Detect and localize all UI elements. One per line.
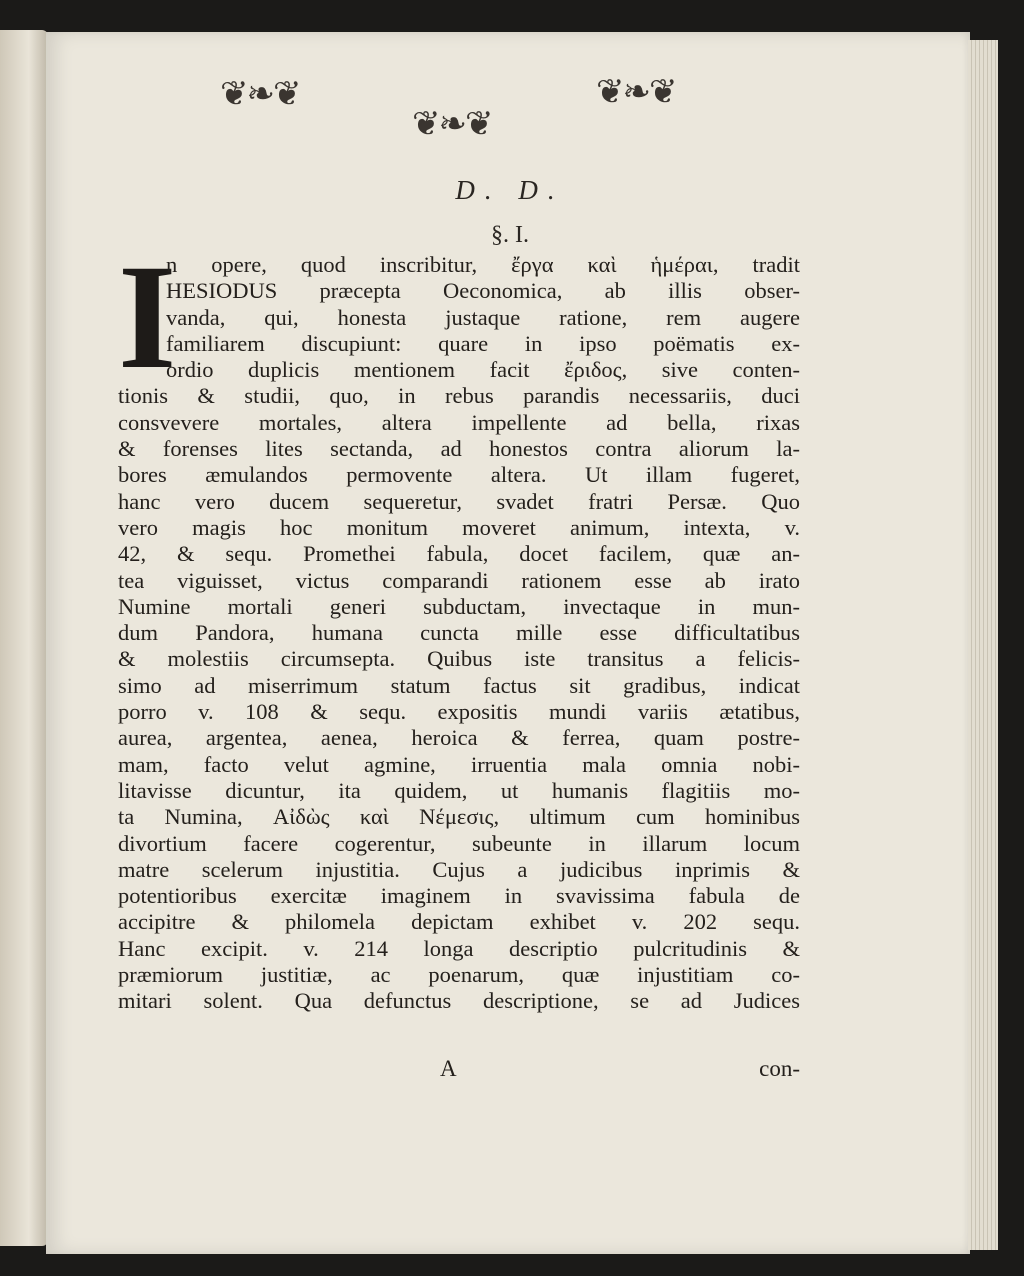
page-edges xyxy=(968,40,998,1250)
body-text xyxy=(118,234,800,1015)
ornament-left-icon: ❦❧❦ xyxy=(220,76,300,113)
running-head: D. D. xyxy=(455,175,565,205)
text-line: aurea, argentea, aenea, heroica & ferrea, quam postre- xyxy=(118,725,800,751)
text-line: tionis & studii, quo, in rebus parandis necessariis, duci xyxy=(118,383,800,409)
text-line: consvevere mortales, altera impellente ad bella, rixas xyxy=(118,409,800,435)
section-heading: §. I. xyxy=(491,222,529,248)
text-line: bores æmulandos permovente altera. Ut illam fugeret, xyxy=(118,462,800,488)
text-line: HESIODUS præcepta Oeconomica, ab illis obser- xyxy=(166,278,800,304)
text-line: 42, & sequ. Promethei fabula, docet facilem, quæ an- xyxy=(118,541,800,567)
signature-mark: A xyxy=(440,1056,457,1081)
text-line: & forenses lites sectanda, ad honestos contra aliorum la- xyxy=(118,436,800,462)
drop-cap: I xyxy=(118,234,177,400)
text-line: mam, facto velut agmine, irruentia mala omnia nobi- xyxy=(118,751,800,777)
text-line: divortium facere cogerentur, subeunte in illarum locum xyxy=(118,830,800,856)
text-line: accipitre & philomela depictam exhibet v. 202 sequ. xyxy=(118,909,800,935)
text-line: ta Numina, Αἰδὼς καὶ Νέμεσις, ultimum cum hominibus xyxy=(118,804,800,830)
text-line: & molestiis circumsepta. Quibus iste transitus a felicis- xyxy=(118,646,800,672)
text-line: mitari solent. Qua defunctus descriptione, se ad Judices xyxy=(118,988,800,1014)
catchword: con- xyxy=(759,1056,800,1081)
ornament-center-icon: ❦❧❦ xyxy=(412,106,492,143)
text-line: simo ad miserrimum statum factus sit gradibus, indicat xyxy=(118,672,800,698)
facing-page-edge xyxy=(0,30,48,1246)
text-line: dum Pandora, humana cuncta mille esse difficultatibus xyxy=(118,620,800,646)
text-line: Hanc excipit. v. 214 longa descriptio pulcritudinis & xyxy=(118,935,800,961)
text-line: tea viguisset, victus comparandi rationem esse ab irato xyxy=(118,567,800,593)
text-line: potentioribus exercitæ imaginem in svavissima fabula de xyxy=(118,883,800,909)
page-footer xyxy=(118,1056,800,1082)
text-line: n opere, quod inscribitur, ἔργα καὶ ἡμέραι, tradit xyxy=(166,252,800,277)
text-line: hanc vero ducem sequeretur, svadet fratri Persæ. Quo xyxy=(118,488,800,514)
text-line: præmiorum justitiæ, ac poenarum, quæ injustitiam co- xyxy=(118,962,800,988)
text-line: porro v. 108 & sequ. expositis mundi variis ætatibus, xyxy=(118,699,800,725)
text-line: vanda, qui, honesta justaque ratione, rem augere xyxy=(166,304,800,330)
text-line: ordio duplicis mentionem facit ἔριδος, sive conten- xyxy=(166,357,800,383)
text-line: litavisse dicuntur, ita quidem, ut humanis flagitiis mo- xyxy=(118,777,800,803)
text-line: vero magis hoc monitum moveret animum, intexta, v. xyxy=(118,514,800,540)
text-line: matre scelerum injustitia. Cujus a judicibus inprimis & xyxy=(118,856,800,882)
text-line: familiarem discupiunt: quare in ipso poëmatis ex- xyxy=(166,330,800,356)
text-line: Numine mortali generi subductam, invectaque in mun- xyxy=(118,593,800,619)
ornament-right-icon: ❦❧❦ xyxy=(596,74,676,111)
